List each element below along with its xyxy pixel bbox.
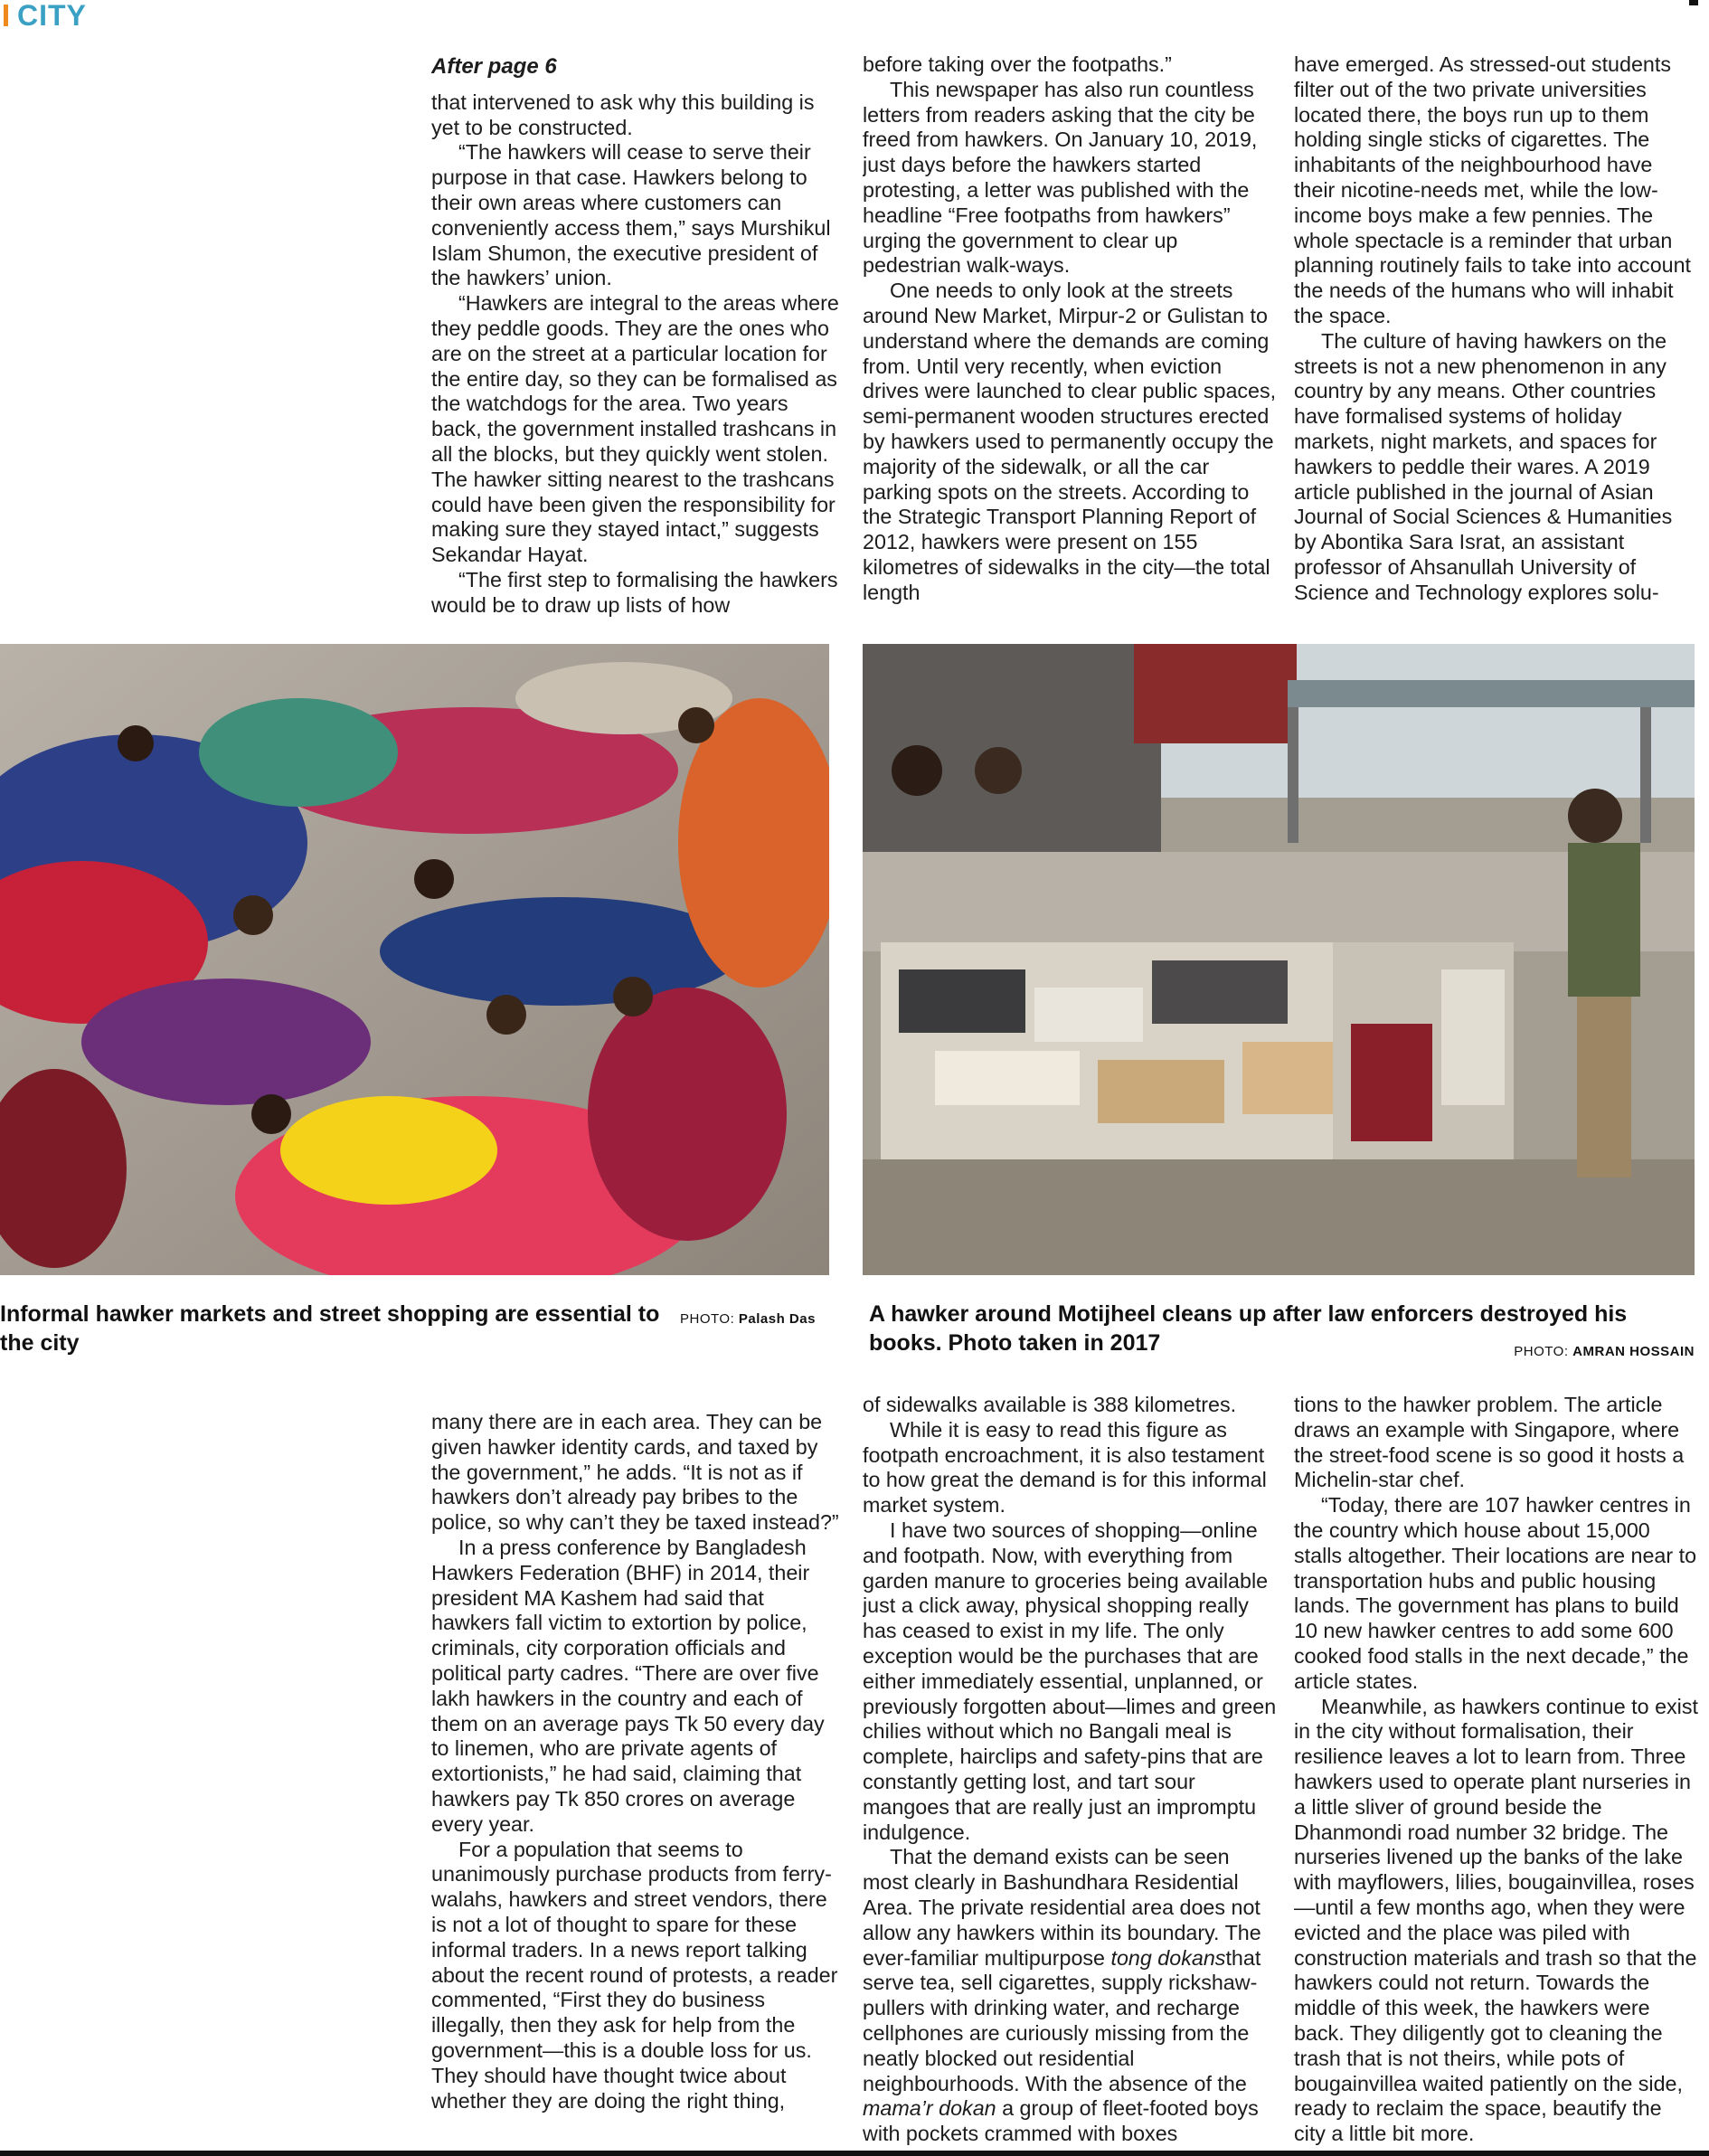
column-c-bottom: [1294, 1393, 1699, 2149]
column-c-top: [1294, 52, 1699, 626]
paragraph: that intervened to ask why this building is yet to be constructed.: [431, 90, 815, 139]
paragraph: [863, 1845, 1277, 2147]
section-label: CITY: [17, 0, 87, 32]
paragraph: “Hawkers are integral to the areas where they peddle goods. They are the ones who are on the street at a particular location for the entire day, so they can be formalised as the watchdogs for the area. Two years back, the government installed trashcans in all the blocks, but they quickly went stolen. The hawker sitting nearest to the trashcans could have been given the responsibility for making sure they stayed intact,” suggests Sekandar Hayat.: [431, 291, 839, 567]
market-photo-caption: Informal hawker markets and street shopping are essential to the city: [0, 1301, 660, 1356]
continued-from-label: After page 6: [431, 54, 557, 79]
paragraph: While it is easy to read this figure as footpath encroachment, it is also testament to how great the demand is for this informal market system.: [863, 1417, 1267, 1518]
paragraph: One needs to only look at the streets around New Market, Mirpur-2 or Gulistan to understand where the demands are coming from. Until very recently, when eviction drives were launched to clear public spaces, semi-permanent wooden structures erected by hawkers used to permanently occupy the majority of the sidewalk, or all the car parking spots on the streets. According to the Strategic Transport Planning Report of 2012, hawkers were present on 155 kilometres of sidewalks in the city—the total length: [863, 279, 1277, 604]
paragraph: I have two sources of shopping—online and footpath. Now, with everything from garden manure to groceries being available just a click away, physical shopping really has ceased to exist in my life. The only exception would be the purchases that are either immediately essential, unplanned, or previously forgotten about—limes and green chilies without which no Bangali meal is complete, hairclips and safety-pins that are constantly getting lost, and tart sour mangoes that are really just an impromptu indulgence.: [863, 1518, 1277, 1844]
italic-term: tong dokans: [1110, 1945, 1226, 1970]
market-photo-credit: [680, 1311, 816, 1327]
paragraph: “Today, there are 107 hawker centres in the country which house about 15,000 stalls altogether. Their locations are near to transportation hubs and public housing lands. The government has plans to build 10 new hawker centres to add some 600 cooked food stalls in the next decade,” the article states.: [1294, 1493, 1697, 1693]
books-photo: [863, 644, 1695, 1275]
paragraph: many there are in each area. They can be given hawker identity cards, and taxed by the government,” he adds. “It is not as if hawkers don’t already pay bribes to the police, so why can’t they be taxed instead?”: [431, 1410, 839, 1535]
paragraph: Meanwhile, as hawkers continue to exist in the city without formalisation, their resilience leaves a lot to learn from. Three hawkers used to operate plant nurseries in a little sliver of ground beside the Dhanmondi road number 32 bridge. The nurseries livened up the banks of the lake with mayflowers, lilies, bougainvillea, roses—until a few months ago, when they were evicted and the place was piled with construction materials and trash so that the hawkers could not return. Towards the middle of this week, the hawkers were back. They diligently got to cleaning the trash that is not theirs, while pots of bougainvillea waited patiently on the side, ready to reclaim the space, beautify the city a little bit more.: [1294, 1694, 1698, 2146]
section-bar: [4, 5, 8, 26]
paragraph: have emerged. As stressed-out students filter out of the two private universities located there, the boys run up to them holding single sticks of cigarettes. The inhabitants of the neighbourhood have their nicotine-needs met, while the low-income boys make a few pennies. The whole spectacle is a reminder that urban planning routinely fails to take into account the needs of the humans who will inhabit the space.: [1294, 52, 1692, 327]
books-photo-credit: [1514, 1344, 1695, 1359]
paragraph: of sidewalks available is 388 kilometres.: [863, 1393, 1237, 1416]
credit-name: Palash Das: [738, 1311, 816, 1327]
paragraph: “The hawkers will cease to serve their purpose in that case. Hawkers belong to their own areas where customers can conveniently access them,” says Murshikul Islam Shumon, the executive president of the hawkers’ union.: [431, 140, 831, 290]
books-photo-caption: A hawker around Motijheel cleans up after law enforcers destroyed his books. Photo taken in 2017: [869, 1301, 1628, 1356]
column-b-bottom: [863, 1393, 1277, 2149]
section-tag: [0, 0, 87, 31]
column-a-bottom: [431, 1410, 844, 2141]
credit-name: AMRAN HOSSAIN: [1572, 1344, 1695, 1359]
italic-term: mama’r dokan: [863, 2096, 996, 2121]
market-photo: [0, 644, 829, 1275]
column-a-top: [431, 54, 844, 626]
paragraph: before taking over the footpaths.”: [863, 52, 1172, 76]
bottom-rule: [0, 2151, 1709, 2156]
text-run: a group of fleet-footed boys with pockets crammed with boxes: [863, 2096, 1259, 2146]
paragraph: tions to the hawker problem. The article draws an example with Singapore, where the street-food scene is so good it hosts a Michelin-star chef.: [1294, 1393, 1685, 1492]
paragraph: The culture of having hawkers on the streets is not a new phenomenon in any country by any means. Other countries have formalised systems of holiday markets, night markets, and spaces for hawkers to peddle their wares. A 2019 article published in the journal of Asian Journal of Social Sciences & Humanities by Abontika Sara Israt, an assistant professor of Ahsanullah University of Science and Technology explores solu-: [1294, 328, 1673, 604]
paragraph: This newspaper has also run countless letters from readers asking that the city be freed from hawkers. On January 10, 2019, just days before the hawkers started protesting, a letter was published with the headline “Free footpaths from hawkers” urging the government to clear up pedestrian walk-ways.: [863, 77, 1258, 278]
paragraph: In a press conference by Bangladesh Hawkers Federation (BHF) in 2014, their president MA Kashem had said that hawkers fall victim to extortion by police, criminals, city corporation officials and political party cadres. “There are over five lakh hawkers in the country and each of them on an average pays Tk 50 every day to linemen, who are private agents of extortionists,” he had said, claiming that hawkers pay Tk 850 crores on average every year.: [431, 1535, 825, 1836]
corner-marker: [1689, 0, 1698, 5]
text-run: That the demand exists can be seen most clearly in Bashundhara Residential Area. The private residential area does not allow any hawkers within its boundary. The ever-familiar multipurpose: [863, 1845, 1261, 1970]
text-run: that serve tea, sell cigarettes, supply rickshaw-pullers with drinking water, and recharge cellphones are curiously missing from the neatly blocked out residential neighbourhoods. With the absence of the: [863, 1945, 1261, 2095]
paragraph: “The first step to formalising the hawkers would be to draw up lists of how: [431, 567, 838, 617]
column-b-top: [863, 52, 1277, 626]
credit-label: PHOTO:: [1514, 1344, 1569, 1359]
credit-label: PHOTO:: [680, 1311, 735, 1327]
paragraph: For a population that seems to unanimously purchase products from ferry-walahs, hawkers and street vendors, there is not a lot of thought to spare for these informal traders. In a news report talking about the recent round of protests, a reader commented, “First they do business illegally, then they ask for help from the government—this is a double loss for us. They should have thought twice about whether they are doing the right thing,: [431, 1837, 838, 2113]
